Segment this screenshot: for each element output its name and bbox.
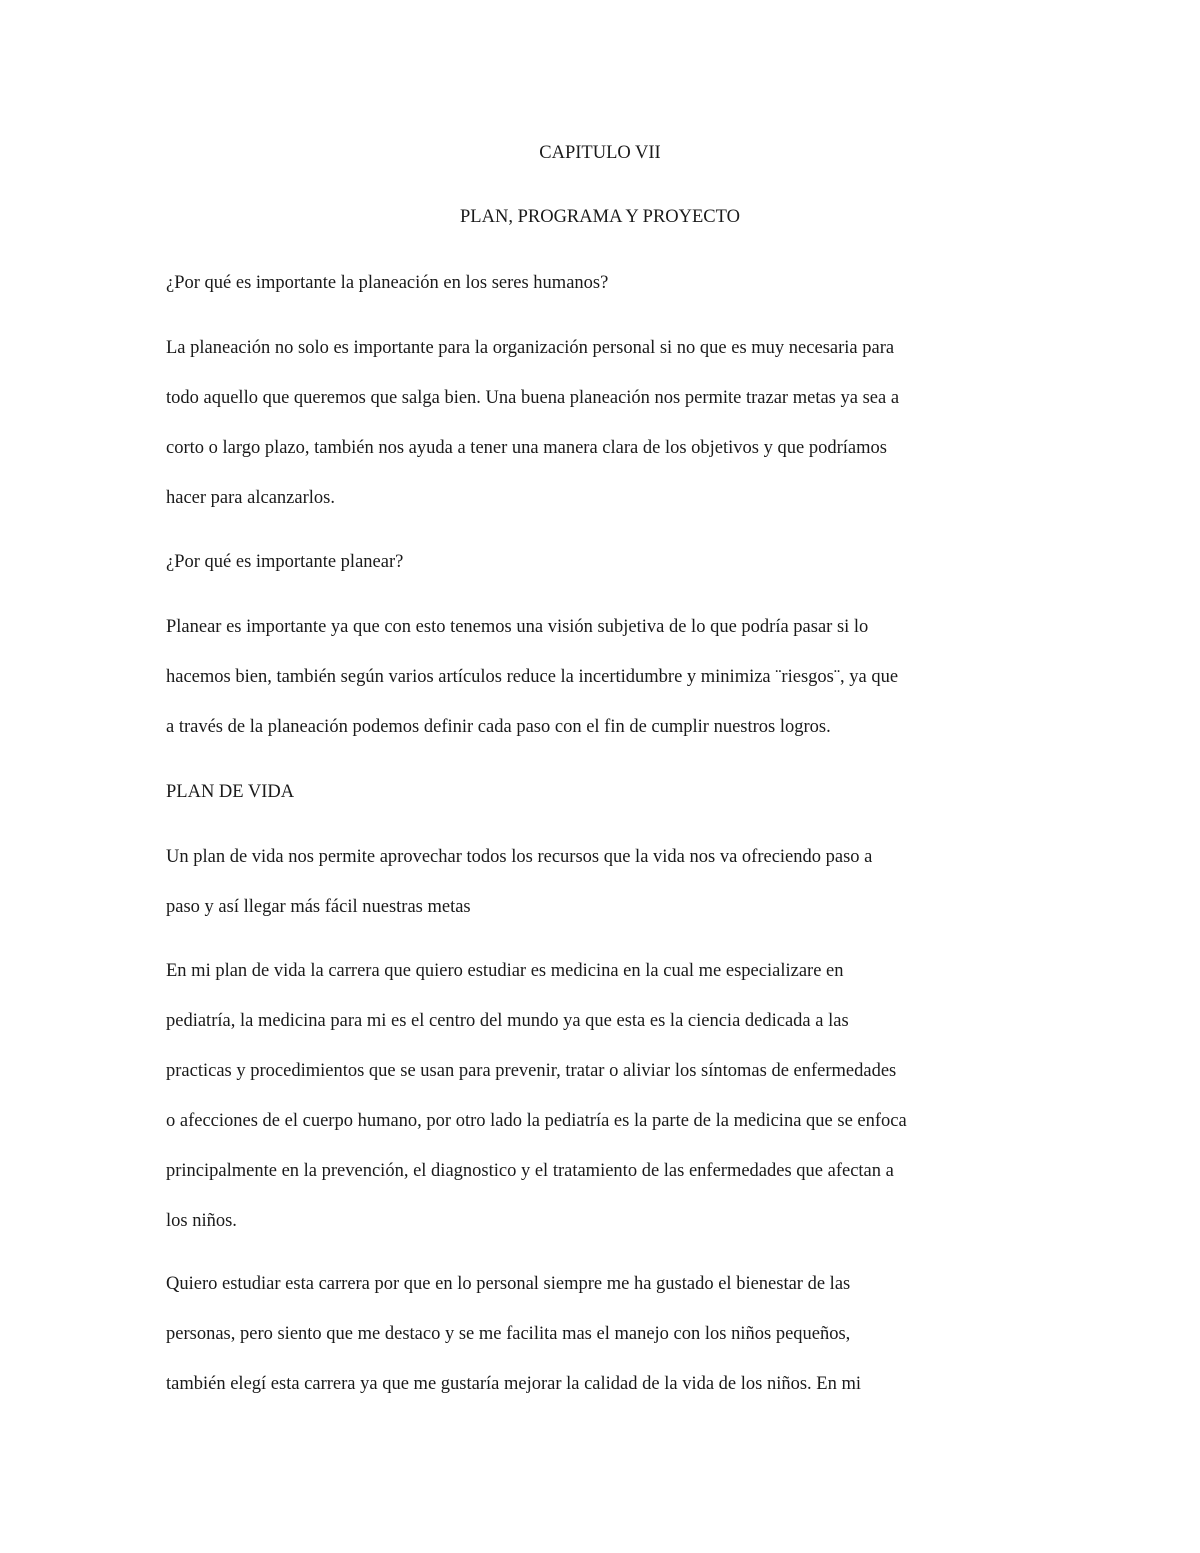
paragraph-career — [166, 946, 1036, 1246]
paragraph-line: hacer para alcanzarlos. — [166, 488, 335, 508]
paragraph-why-plan — [166, 602, 1036, 752]
paragraph-planning — [166, 323, 1036, 523]
paragraph-line: también elegí esta carrera ya que me gustaría mejorar la calidad de la vida de los niños. En mi — [166, 1374, 862, 1394]
paragraph-line: los niños. — [166, 1211, 237, 1231]
question-why-plan: ¿Por qué es importante planear? — [166, 552, 404, 572]
paragraph-line: En mi plan de vida la carrera que quiero estudiar es medicina en la cual me especializare en — [166, 961, 844, 981]
paragraph-line: practicas y procedimientos que se usan para prevenir, tratar o aliviar los síntomas de enfermedades — [166, 1061, 897, 1081]
paragraph-line: Quiero estudiar esta carrera por que en lo personal siempre me ha gustado el bienestar de las — [166, 1274, 851, 1294]
chapter-title: CAPITULO VII — [539, 143, 661, 163]
paragraph-line: hacemos bien, también según varios artículos reduce la incertidumbre y minimiza ¨riesgos¨, ya que — [166, 667, 899, 687]
paragraph-line: pediatría, la medicina para mi es el centro del mundo ya que esta es la ciencia dedicada a las — [166, 1011, 849, 1031]
question-planning-humans: ¿Por qué es importante la planeación en los seres humanos? — [166, 273, 609, 293]
paragraph-plan-de-vida — [166, 832, 1036, 932]
paragraph-line: La planeación no solo es importante para la organización personal si no que es muy necesaria para — [166, 338, 895, 358]
paragraph-line: principalmente en la prevención, el diagnostico y el tratamiento de las enfermedades que afectan a — [166, 1161, 894, 1181]
paragraph-line: paso y así llegar más fácil nuestras metas — [166, 897, 471, 917]
section-heading-plan-de-vida: PLAN DE VIDA — [166, 782, 295, 802]
paragraph-motivation — [166, 1259, 1036, 1409]
paragraph-line: a través de la planeación podemos definir cada paso con el fin de cumplir nuestros logros. — [166, 717, 831, 737]
chapter-subtitle: PLAN, PROGRAMA Y PROYECTO — [460, 207, 740, 227]
paragraph-line: personas, pero siento que me destaco y se me facilita mas el manejo con los niños pequeños, — [166, 1324, 851, 1344]
paragraph-line: Un plan de vida nos permite aprovechar todos los recursos que la vida nos va ofreciendo paso a — [166, 847, 873, 867]
paragraph-line: Planear es importante ya que con esto tenemos una visión subjetiva de lo que podría pasar si lo — [166, 617, 869, 637]
paragraph-line: o afecciones de el cuerpo humano, por otro lado la pediatría es la parte de la medicina que se enfoca — [166, 1111, 907, 1131]
paragraph-line: corto o largo plazo, también nos ayuda a tener una manera clara de los objetivos y que podríamos — [166, 438, 887, 458]
paragraph-line: todo aquello que queremos que salga bien. Una buena planeación nos permite trazar metas ya sea a — [166, 388, 900, 408]
